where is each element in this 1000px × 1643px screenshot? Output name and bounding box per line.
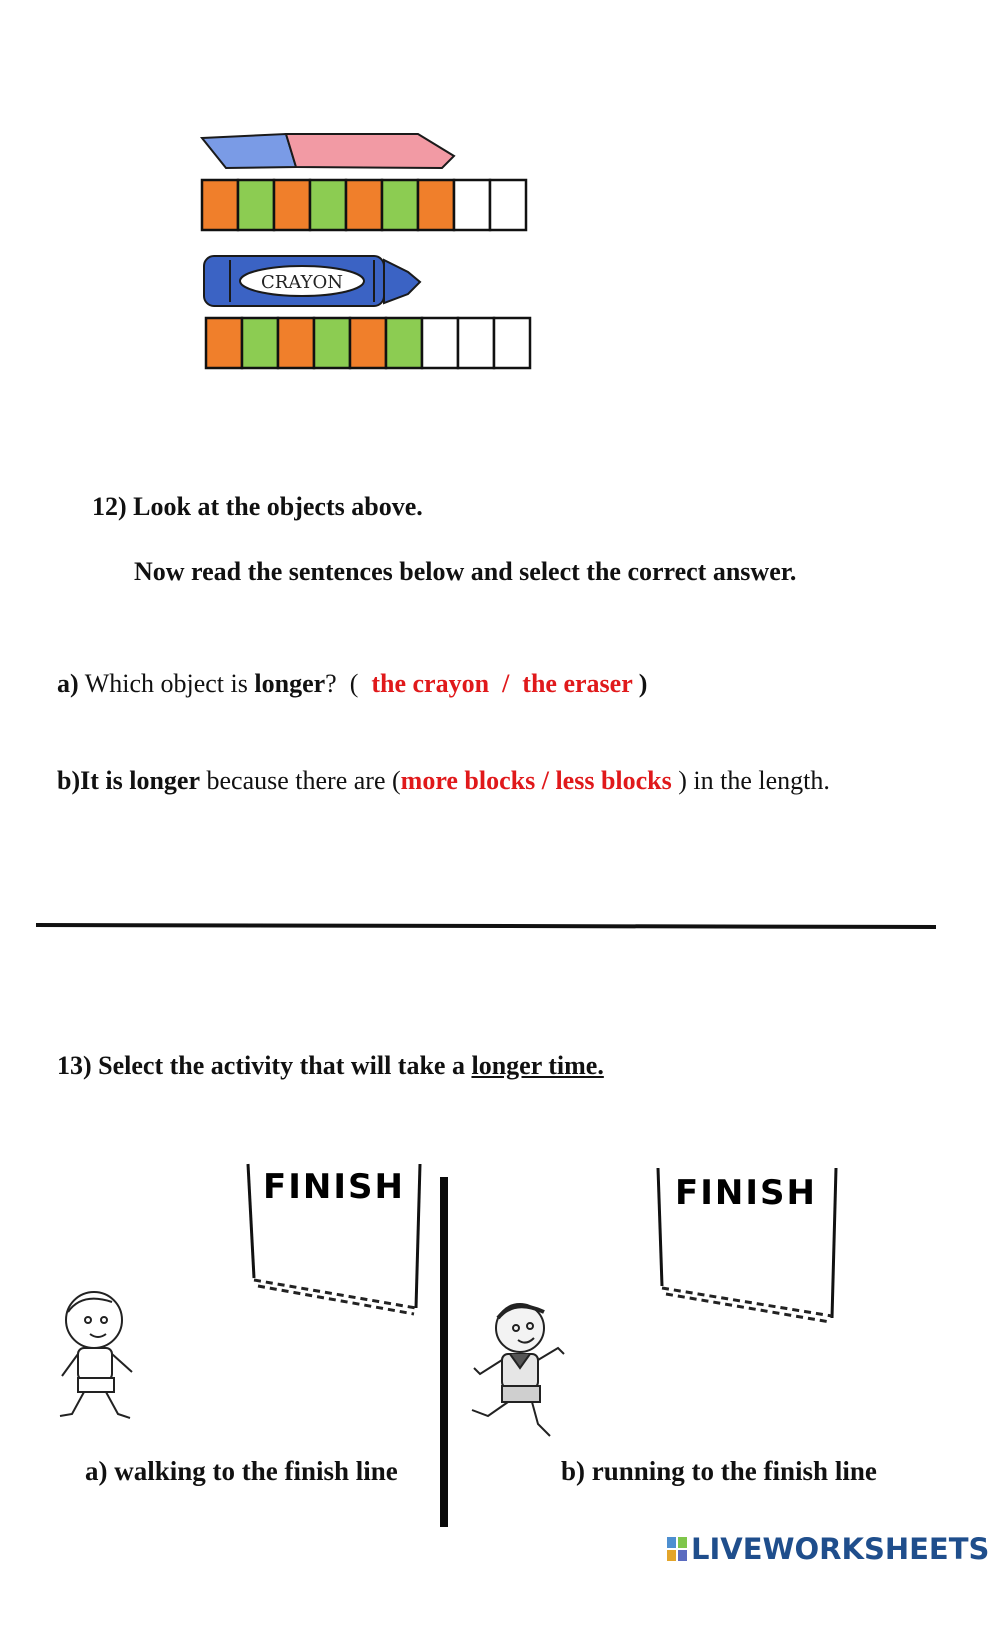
q12a-text-post: ? ( <box>325 669 365 698</box>
length-figure <box>190 120 550 390</box>
q12a-option-eraser[interactable]: the eraser <box>522 669 633 698</box>
eraser-block-3 <box>274 180 310 230</box>
option-a-walking[interactable]: a) walking to the finish line <box>85 1456 398 1486</box>
q12b-sentence <box>57 766 830 796</box>
q12-instruction: Now read the sentences below and select the correct answer. <box>134 557 797 586</box>
q12a-letter: a) <box>57 669 79 698</box>
eraser-block-5 <box>346 180 382 230</box>
crayon-image <box>204 256 420 306</box>
crayon-block-1 <box>206 318 242 368</box>
crayon-block-3 <box>278 318 314 368</box>
q13-heading-text: 13) Select the activity that will take a <box>57 1051 472 1080</box>
walking-boy-image[interactable] <box>52 1290 162 1430</box>
q12b-text-mid: because there are ( <box>200 766 401 795</box>
section-divider <box>36 923 936 929</box>
finish-label-left: FINISH <box>263 1167 405 1207</box>
q12a-text-pre: Which object is <box>84 669 255 698</box>
eraser-block-6 <box>382 180 418 230</box>
crayon-label: CRAYON <box>261 272 343 293</box>
eraser-block-2 <box>238 180 274 230</box>
liveworksheets-grid-icon <box>666 1536 688 1562</box>
eraser-block-1 <box>202 180 238 230</box>
finish-line-left <box>238 1158 438 1328</box>
crayon-block-5 <box>350 318 386 368</box>
eraser-block-9 <box>490 180 526 230</box>
eraser-image <box>202 134 454 168</box>
crayon-block-8 <box>458 318 494 368</box>
q12b-bold-pre: It is longer <box>80 766 201 795</box>
q12b-text-post: ) in the length. <box>671 766 830 795</box>
eraser-block-row <box>202 180 526 230</box>
q13-heading <box>57 1051 604 1081</box>
q12a-separator: / <box>489 669 523 698</box>
crayon-block-6 <box>386 318 422 368</box>
crayon-block-4 <box>314 318 350 368</box>
eraser-block-4 <box>310 180 346 230</box>
crayon-block-row <box>206 318 530 368</box>
q12a-close: ) <box>632 669 648 698</box>
q12-heading: 12) Look at the objects above. <box>92 492 423 521</box>
eraser-block-7 <box>418 180 454 230</box>
q12a-bold-word: longer <box>254 669 326 698</box>
q13-heading-underlined: longer time. <box>471 1051 604 1080</box>
crayon-block-7 <box>422 318 458 368</box>
q12b-letter: b) <box>57 766 81 795</box>
crayon-block-2 <box>242 318 278 368</box>
q12b-options[interactable]: more blocks / less blocks <box>400 766 672 795</box>
finish-label-right: FINISH <box>675 1173 817 1213</box>
crayon-block-9 <box>494 318 530 368</box>
liveworksheets-text: LIVEWORKSHEETS <box>691 1532 990 1566</box>
finish-line-right <box>648 1162 848 1332</box>
finish-checker-right <box>662 1288 832 1322</box>
finish-checker-left <box>254 1280 416 1314</box>
options-divider <box>440 1177 448 1527</box>
q12a-sentence <box>57 669 647 699</box>
liveworksheets-logo <box>666 1532 989 1566</box>
q12a-option-crayon[interactable]: the crayon <box>371 669 490 698</box>
running-boy-image[interactable] <box>458 1298 578 1443</box>
option-b-running[interactable]: b) running to the finish line <box>561 1456 877 1486</box>
eraser-block-8 <box>454 180 490 230</box>
